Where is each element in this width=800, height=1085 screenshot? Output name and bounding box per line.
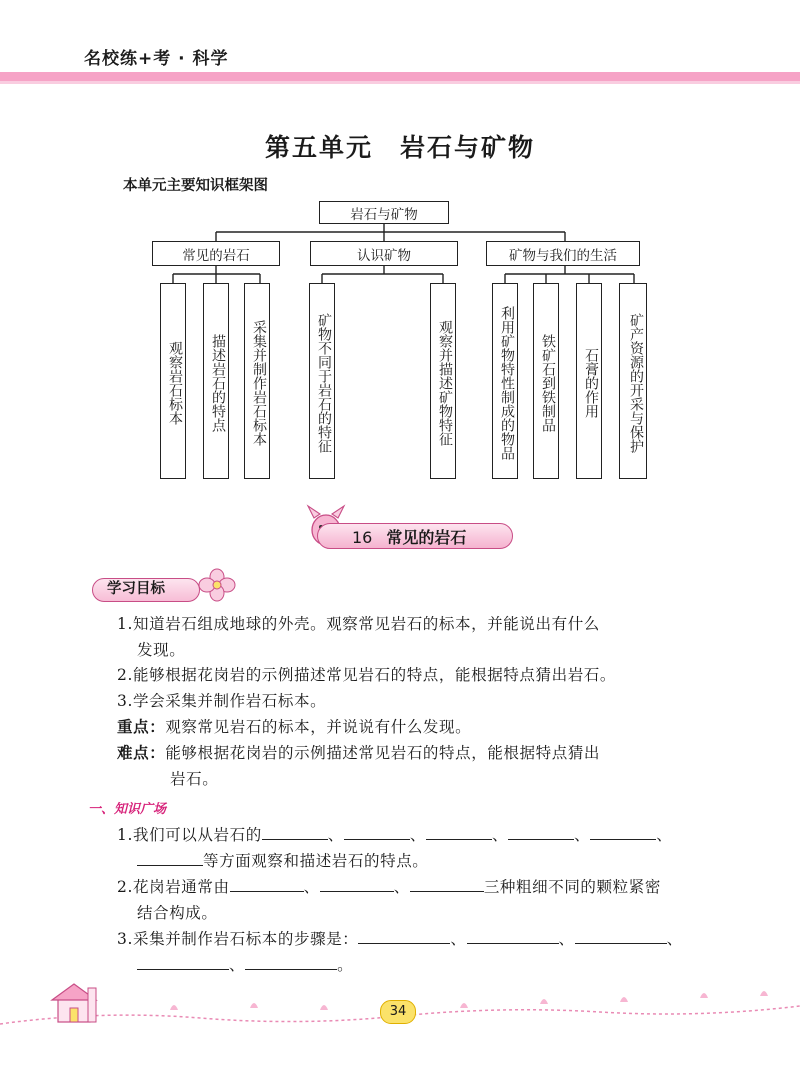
question-1-end: 等方面观察和描述岩石的特点。 (203, 852, 429, 870)
difficulty (117, 741, 600, 763)
diagram-leaf: 铁矿石到铁制品 (533, 283, 559, 479)
unit-title: 第五单元 岩石与矿物 (264, 133, 535, 162)
answer-blank[interactable] (358, 929, 450, 944)
difficulty-text: 能够根据花岗岩的示例描述常见岩石的特点，能根据特点猜出 (165, 744, 601, 762)
answer-blank[interactable] (230, 877, 304, 892)
separator: 、 (393, 878, 410, 896)
difficulty-cont: 岩石。 (170, 770, 219, 788)
separator: 、 (492, 826, 509, 844)
question-1 (117, 823, 672, 845)
objectives-label: 学习目标 (92, 578, 200, 602)
separator: 、 (656, 826, 673, 844)
key-point-text: 观察常见岩石的标本，并说说有什么发现。 (165, 718, 472, 736)
answer-blank[interactable] (262, 825, 328, 840)
lesson-title: 常见的岩石 (386, 528, 467, 547)
difficulty-label: 难点： (117, 743, 166, 762)
key-point (117, 715, 471, 737)
lesson-heading (352, 525, 466, 548)
framework-title: 本单元主要知识框架图 (123, 178, 268, 194)
lesson-number: 16 (352, 528, 373, 547)
diagram-leaf: 利用矿物特性制成的物品 (492, 283, 518, 479)
diagram-leaf: 矿产资源的开采与保护 (619, 283, 647, 479)
question-3-text: 3.采集并制作岩石标本的步骤是： (117, 930, 359, 948)
question-2-cont: 结合构成。 (137, 904, 218, 922)
diagram-leaf: 观察岩石标本 (160, 283, 186, 479)
question-3-cont (137, 953, 353, 975)
diagram-leaf: 石膏的作用 (576, 283, 602, 479)
answer-blank[interactable] (426, 825, 492, 840)
objective-2: 2.能够根据花岗岩的示例描述常见岩石的特点，能根据特点猜出岩石。 (117, 666, 616, 684)
page-number: 34 (380, 1000, 416, 1024)
answer-blank[interactable] (320, 877, 394, 892)
separator: 、 (229, 956, 246, 974)
question-1-cont (137, 849, 428, 871)
answer-blank[interactable] (245, 955, 337, 970)
diagram-branch-life: 矿物与我们的生活 (486, 241, 640, 266)
key-point-label: 重点： (117, 717, 166, 736)
separator: 、 (409, 826, 427, 844)
answer-blank[interactable] (410, 877, 484, 892)
answer-blank[interactable] (137, 955, 229, 970)
objective-3: 3.学会采集并制作岩石标本。 (117, 692, 327, 710)
answer-blank[interactable] (575, 929, 667, 944)
diagram-root: 岩石与矿物 (319, 201, 449, 224)
period: 。 (337, 956, 354, 974)
diagram-branch-minerals: 认识矿物 (310, 241, 458, 266)
section-label: 一、知识广场 (88, 802, 167, 817)
question-2-end: 三种粗细不同的颗粒紧密 (483, 878, 661, 896)
question-2 (117, 875, 661, 897)
question-2-text: 2.花岗岩通常由 (117, 878, 230, 896)
separator: 、 (303, 878, 320, 896)
question-1-text: 1.我们可以从岩石的 (117, 826, 262, 844)
answer-blank[interactable] (590, 825, 656, 840)
objective-1: 1.知道岩石组成地球的外壳。观察常见岩石的标本，并能说出有什么 (117, 615, 600, 633)
separator: 、 (558, 930, 575, 948)
series-title: 名校练+考 · 科学 (84, 49, 229, 69)
answer-blank[interactable] (137, 851, 203, 866)
answer-blank[interactable] (508, 825, 574, 840)
separator: 、 (450, 930, 467, 948)
diagram-leaf: 采集并制作岩石标本 (244, 283, 270, 479)
objective-1-cont: 发现。 (137, 641, 186, 659)
answer-blank[interactable] (467, 929, 559, 944)
separator: 、 (574, 826, 591, 844)
flower-icon (198, 568, 236, 602)
diagram-leaf: 观察并描述矿物特征 (430, 283, 456, 479)
separator: 、 (327, 826, 344, 844)
diagram-leaf: 矿物不同于岩石的特征 (309, 283, 335, 479)
question-3 (117, 927, 683, 949)
answer-blank[interactable] (344, 825, 410, 840)
diagram-branch-rocks: 常见的岩石 (152, 241, 280, 266)
diagram-leaf: 描述岩石的特点 (203, 283, 229, 479)
separator: 、 (666, 930, 683, 948)
